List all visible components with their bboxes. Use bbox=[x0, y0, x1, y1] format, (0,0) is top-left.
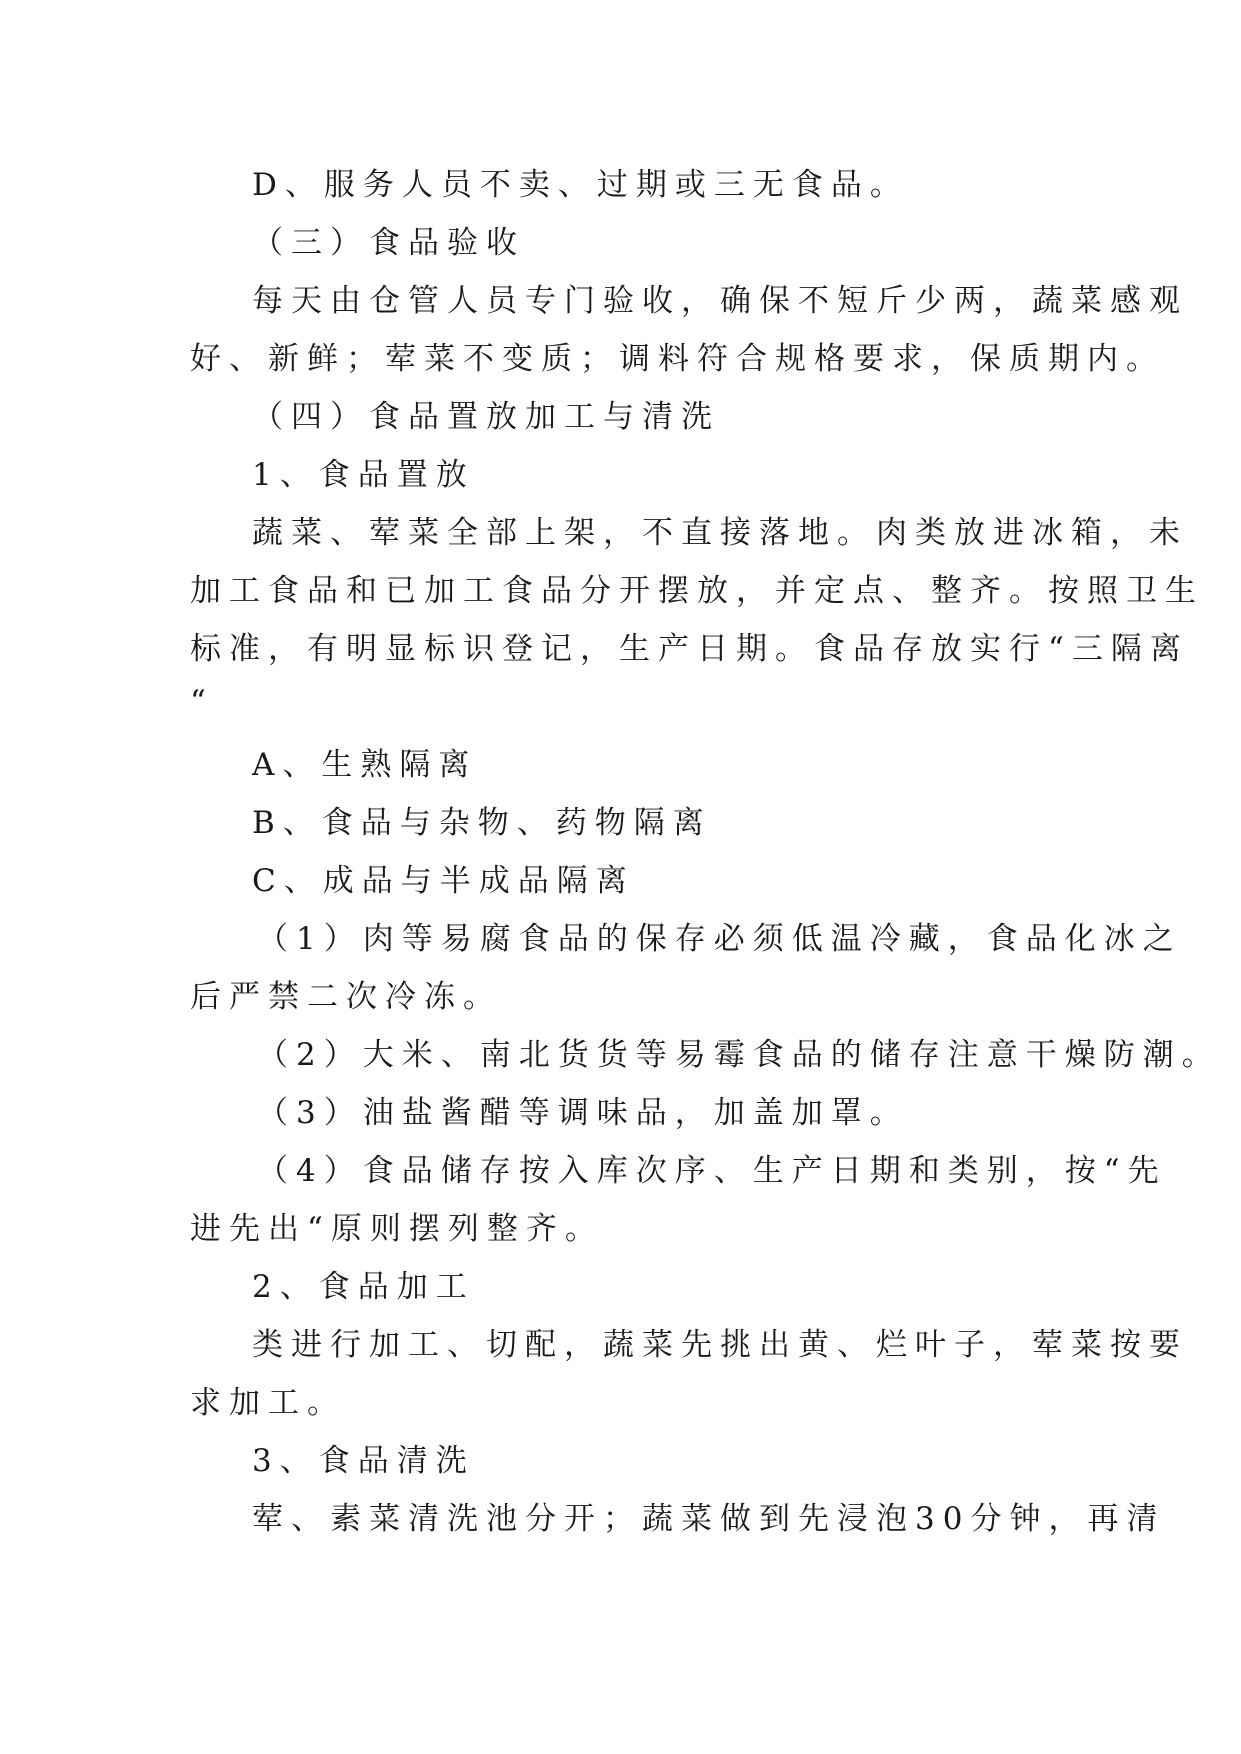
text-line: 好、新鲜；荤菜不变质；调料符合规格要求，保质期内。 bbox=[190, 341, 1165, 377]
text-line: 进先出“原则摆列整齐。 bbox=[190, 1211, 604, 1247]
list-item: （2）大米、南北货货等易霉食品的储存注意干燥防潮。 bbox=[257, 1037, 1221, 1073]
list-item: A、生熟隔离 bbox=[252, 747, 478, 783]
subsection-heading: 3、食品清洗 bbox=[252, 1443, 475, 1479]
text-line: 求加工。 bbox=[190, 1385, 346, 1421]
list-item: （1）肉等易腐食品的保存必须低温冷藏，食品化冰之 bbox=[257, 921, 1182, 957]
list-item: C、成品与半成品隔离 bbox=[252, 863, 635, 899]
text-line: 标准，有明显标识登记，生产日期。食品存放实行“三隔离 bbox=[190, 631, 1189, 667]
text-line: 每天由仓管人员专门验收，确保不短斤少两，蔬菜感观 bbox=[252, 283, 1188, 319]
text-line: 蔬菜、荤菜全部上架，不直接落地。肉类放进冰箱，未 bbox=[252, 515, 1188, 551]
subsection-heading: 1、食品置放 bbox=[252, 457, 475, 493]
section-heading: （三）食品验收 bbox=[252, 225, 525, 261]
text-line: 后严禁二次冷冻。 bbox=[190, 979, 502, 1015]
list-item: B、食品与杂物、药物隔离 bbox=[252, 805, 712, 841]
text-line: “ bbox=[190, 684, 214, 720]
list-item: （4）食品储存按入库次序、生产日期和类别，按“先 bbox=[257, 1153, 1167, 1189]
text-line: 荤、素菜清洗池分开；蔬菜做到先浸泡30分钟，再清 bbox=[252, 1501, 1166, 1537]
text-line: D、服务人员不卖、过期或三无食品。 bbox=[252, 167, 909, 203]
subsection-heading: 2、食品加工 bbox=[252, 1269, 475, 1305]
text-line: 加工食品和已加工食品分开摆放，并定点、整齐。按照卫生 bbox=[190, 573, 1204, 609]
list-item: （3）油盐酱醋等调味品，加盖加罩。 bbox=[257, 1095, 909, 1131]
section-heading: （四）食品置放加工与清洗 bbox=[252, 399, 720, 435]
text-line: 类进行加工、切配，蔬菜先挑出黄、烂叶子，荤菜按要 bbox=[252, 1327, 1188, 1363]
